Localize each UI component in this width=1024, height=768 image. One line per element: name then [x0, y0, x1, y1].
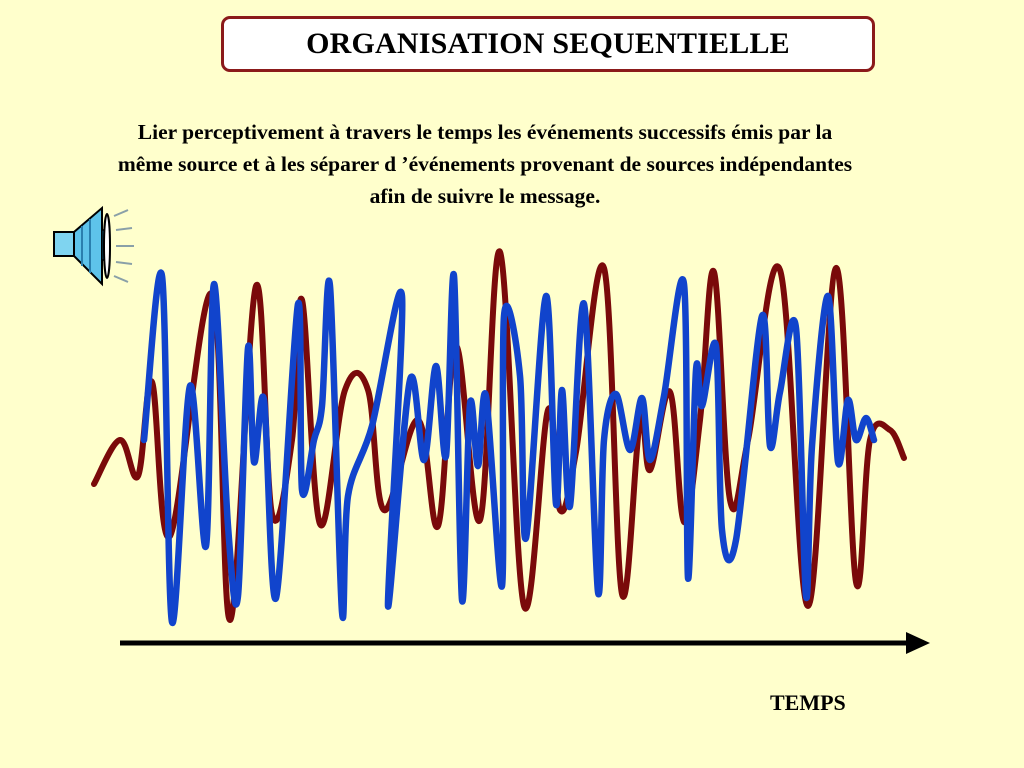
description-line-1: Lier perceptivement à travers le temps les événements successifs émis par la [137, 120, 833, 144]
source-2-wave [144, 273, 874, 623]
speaker-icon[interactable] [48, 200, 136, 292]
sound-lines [114, 210, 134, 282]
description-line-2: même source et à les séparer d ’événements provenant de sources indépendantes [117, 152, 853, 176]
title-box [221, 16, 875, 72]
description-line-3: afin de suivre le message. [369, 184, 601, 208]
speaker-body [54, 208, 110, 284]
source-1-wave [94, 251, 904, 620]
slide-description [30, 116, 940, 212]
time-arrow-head [906, 632, 930, 654]
time-axis-label: TEMPS [770, 690, 846, 715]
slide-title: ORGANISATION SEQUENTIELLE [306, 27, 790, 60]
